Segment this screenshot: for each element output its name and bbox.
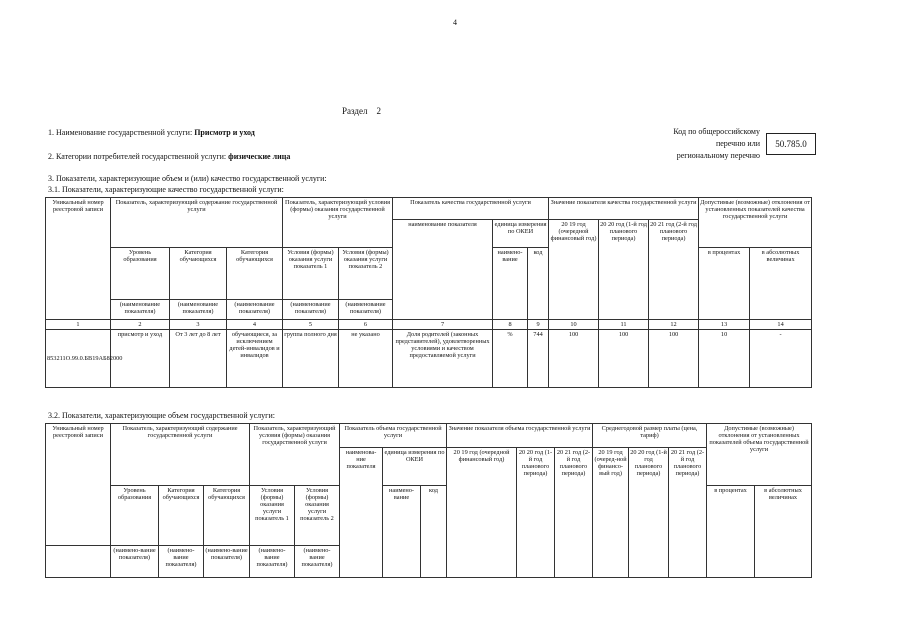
dev-abs-header: в абсолютных величинах	[750, 248, 812, 320]
col-number: 3	[170, 320, 227, 330]
code-cell: 744	[528, 330, 549, 388]
volume-value-header: Значение показателя объема государственной услуги	[447, 424, 593, 448]
avg-fee-header: Среднегодовой размер платы (цена, тариф)	[593, 424, 707, 448]
col-number: 7	[393, 320, 493, 330]
service-name-value: Присмотр и уход	[194, 128, 255, 137]
dev-abs-header: в абсолютных величинах	[755, 486, 812, 578]
indicator-cell: Доля родителей (законных представителей), удовлетворенных условиями и качеством предоставляемой услуги	[393, 330, 493, 388]
year3-header: 20 21 год (2-й год планового периода)	[555, 448, 593, 578]
consumer-category-label: 2. Категории потребителей государственной услуги:	[48, 152, 227, 161]
dev-percent-cell: 10	[699, 330, 750, 388]
section-label: Раздел	[342, 106, 368, 116]
dev-percent-header: в процентах	[699, 248, 750, 320]
volume-table	[45, 423, 812, 578]
level-header: Уровень образования	[111, 486, 159, 546]
col-number: 6	[339, 320, 393, 330]
year1-header: 20 19 год (очередной финансовый год)	[549, 220, 599, 320]
unit-cell: %	[493, 330, 528, 388]
conditions-header: Показатель, характеризующий условия (формы) оказания государственной услуги	[283, 198, 393, 248]
name-note: (наименование показателя)	[283, 300, 339, 320]
fee2-header: 20 20 год (1-й год планового периода)	[629, 448, 669, 578]
condition1-cell: группа полного дня	[283, 330, 339, 388]
category-header: Категория обучающихся	[159, 486, 204, 546]
year3-cell: 100	[649, 330, 699, 388]
quality-value-header: Значение показателя качества государственной услуги	[549, 198, 699, 220]
name-note: (наименование показателя)	[170, 300, 227, 320]
col-number: 12	[649, 320, 699, 330]
col-number: 8	[493, 320, 528, 330]
level-cell: присмотр и уход	[111, 330, 170, 388]
year2-header: 20 20 год (1-й год планового периода)	[599, 220, 649, 320]
conditions-header: Показатель, характеризующий условия (формы) оказания государственной услуги	[250, 424, 340, 486]
col-number: 10	[549, 320, 599, 330]
col-number: 1	[46, 320, 111, 330]
col-number: 14	[750, 320, 812, 330]
unit-name-header: наимено-вание	[383, 486, 421, 578]
fee1-header: 20 19 год (очеред-ной финансо-вый год)	[593, 448, 629, 578]
year2-cell: 100	[599, 330, 649, 388]
name-note: (наимено-вание показателя)	[204, 546, 250, 578]
registry-code-label: Код по общероссийскому перечню или региональному перечню	[673, 127, 760, 160]
col-number: 11	[599, 320, 649, 330]
unit-code-header: код	[528, 248, 549, 320]
section-title	[342, 106, 381, 116]
heading-volume: 3.2. Показатели, характеризующие объем государственной услуги:	[48, 411, 275, 420]
column-numbers-row	[46, 320, 812, 330]
service-name-label: 1. Наименование государственной услуги:	[48, 128, 193, 137]
col-number: 2	[111, 320, 170, 330]
category2-header: Категория обучающихся	[227, 248, 283, 300]
name-note: (наименование показателя)	[111, 300, 170, 320]
year1-cell: 100	[549, 330, 599, 388]
indicator-name-header: наименова-ние показателя	[340, 448, 383, 578]
year1-header: 20 19 год (очередной финансовый год)	[447, 448, 517, 578]
condition1-header: Условия (формы) оказания услуги показатель 1	[250, 486, 295, 546]
condition1-header: Условия (формы) оказания услуги показатель 1	[283, 248, 339, 300]
registry-cell: 853211О.99.0.БВ19АБ82000	[46, 330, 111, 388]
category-cell: От 3 лет до 8 лет	[170, 330, 227, 388]
indicator-name-header: наименование показателя	[393, 220, 493, 320]
col-number: 13	[699, 320, 750, 330]
unit-header: единица измерения по ОКЕИ	[493, 220, 549, 248]
deviation-header: Допустимые (возможные) отклонения от установленных показателей качества государственной услуги	[699, 198, 812, 248]
name-note: (наимено-вание показателя)	[111, 546, 159, 578]
category2-cell: обучающиеся, за исключением детей-инвалидов и инвалидов	[227, 330, 283, 388]
heading-quality: 3.1. Показатели, характеризующие качество государственной услуги:	[48, 185, 284, 194]
name-note: (наименование показателя)	[227, 300, 283, 320]
name-note: (наимено-вание показателя)	[250, 546, 295, 578]
registry-header: Уникальный номер реестровой записи	[46, 424, 111, 546]
service-name-line	[48, 128, 255, 137]
name-note: (наимено-вание показателя)	[159, 546, 204, 578]
unit-name-header: наимено-вание	[493, 248, 528, 320]
name-note: (наимено-вание показателя)	[295, 546, 340, 578]
unit-code-header: код	[421, 486, 447, 578]
level-header: Уровень образования	[111, 248, 170, 300]
content-header: Показатель, характеризующий содержание государственной услуги	[111, 424, 250, 486]
col-number: 9	[528, 320, 549, 330]
registry-spacer	[46, 546, 111, 578]
registry-header: Уникальный номер реестровой записи	[46, 198, 111, 320]
year3-header: 20 21 год (2-й год планового периода)	[649, 220, 699, 320]
condition2-header: Условия (формы) оказания услуги показатель 2	[339, 248, 393, 300]
page-number: 4	[453, 18, 457, 27]
deviation-header: Допустимые (возможные) отклонения от установленных показателей объема государственной услуги	[707, 424, 812, 486]
condition2-header: Условия (формы) оказания услуги показатель 2	[295, 486, 340, 546]
category2-header: Категория обучающихся	[204, 486, 250, 546]
heading-indicators: 3. Показатели, характеризующие объем и (или) качество государственной услуги:	[48, 174, 327, 183]
category-header: Категория обучающихся	[170, 248, 227, 300]
col-number: 5	[283, 320, 339, 330]
quality-header: Показатель качества государственной услуги	[393, 198, 549, 220]
consumer-category-line	[48, 152, 290, 161]
consumer-category-value: физические лица	[228, 152, 291, 161]
col-number: 4	[227, 320, 283, 330]
dev-percent-header: в процентах	[707, 486, 755, 578]
quality-table	[45, 197, 812, 388]
year2-header: 20 20 год (1-й год планового периода)	[517, 448, 555, 578]
volume-header: Показатель объема государственной услуги	[340, 424, 447, 448]
condition2-cell: не указано	[339, 330, 393, 388]
name-note: (наименование показателя)	[339, 300, 393, 320]
fee3-header: 20 21 год (2-й год планового периода)	[669, 448, 707, 578]
table-row	[46, 330, 812, 388]
content-header: Показатель, характеризующий содержание государственной услуги	[111, 198, 283, 248]
unit-header: единица измерения по ОКЕИ	[383, 448, 447, 486]
dev-abs-cell: -	[750, 330, 812, 388]
section-number: 2	[376, 106, 381, 116]
registry-code-value: 50.785.0	[766, 133, 816, 155]
